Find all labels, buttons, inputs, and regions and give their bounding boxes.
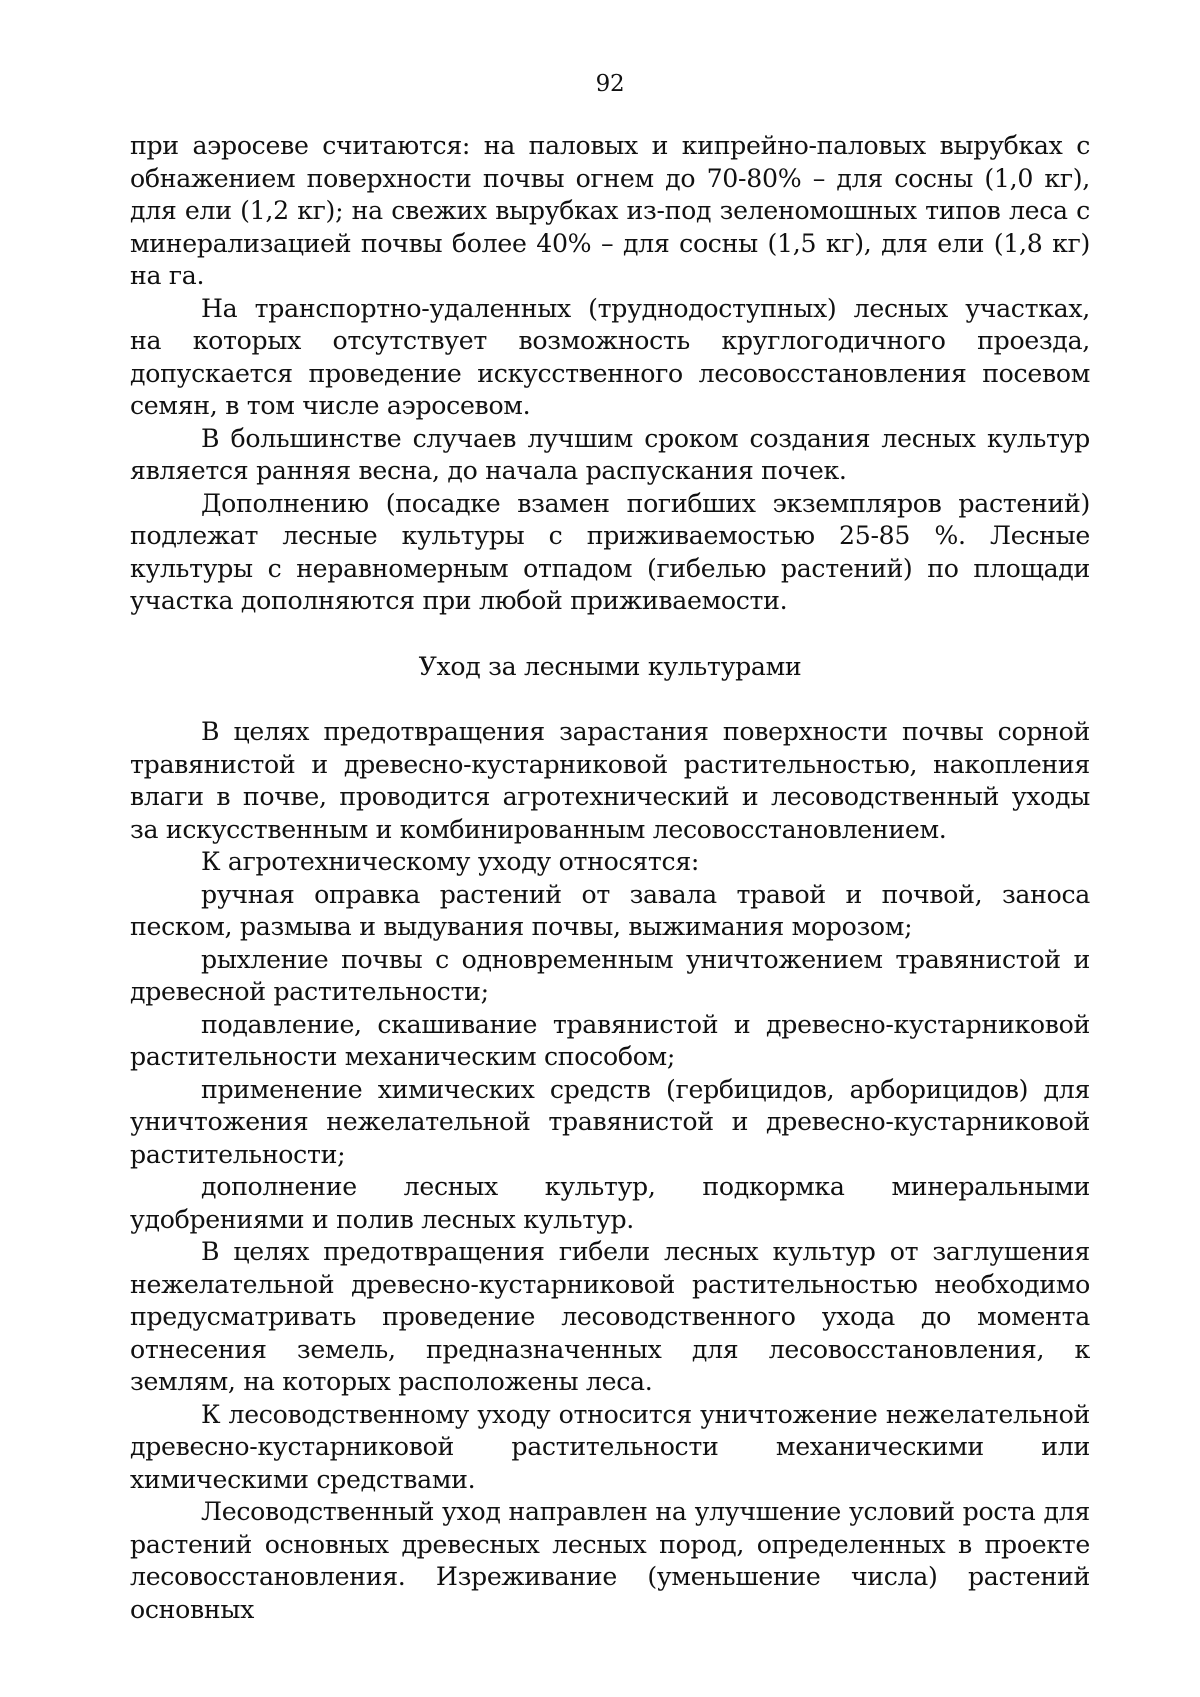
paragraph: К лесоводственному уходу относится уничтожение нежелательной древесно-кустарниковой растительности механическими или химическими средствами. xyxy=(130,1399,1090,1494)
list-item: ручная оправка растений от завала травой и почвой, заноса песком, размыва и выдувания почвы, выжимания морозом; xyxy=(130,879,1090,941)
list-item: дополнение лесных культур, подкормка минеральными удобрениями и полив лесных культур. xyxy=(130,1172,1090,1234)
paragraph: К агротехническому уходу относятся: xyxy=(201,847,700,876)
paragraph-continuation: при аэросеве считаются: на паловых и кипрейно-паловых вырубках с обнажением поверхности почвы огнем до 70-80% – для сосны (1,0 кг), для ели (1,2 кг); на свежих вырубках из-под зеленомошных типов леса с минерализацией почвы более 40% – для сосны (1,5 кг), для ели (1,8 кг) на га. xyxy=(130,131,1090,290)
paragraph: На транспортно-удаленных (труднодоступных) лесных участках, на которых отсутствует возможность круглогодичного проезда, допускается проведение искусственного лесовосстановления посевом семян, в том числе аэросевом. xyxy=(130,293,1090,420)
paragraph: В целях предотвращения гибели лесных культур от заглушения нежелательной древесно-кустарниковой растительностью необходимо предусматривать проведение лесоводственного ухода до момента отнесения земель, предназначенных для лесовосстановления, к землям, на которых расположены леса. xyxy=(130,1237,1090,1396)
body-text xyxy=(130,130,1090,1626)
section-heading: Уход за лесными культурами xyxy=(418,651,802,681)
paragraph: Дополнению (посадке взамен погибших экземпляров растений) подлежат лесные культуры с приживаемостью 25-85 %. Лесные культуры с неравномерным отпадом (гибелью растений) по площади участка дополняются при любой приживаемости. xyxy=(130,488,1090,615)
page-number: 92 xyxy=(595,71,625,97)
paragraph: В большинстве случаев лучшим сроком создания лесных культур является ранняя весна, до начала распускания почек. xyxy=(130,423,1090,485)
list-item: применение химических средств (гербицидов, арборицидов) для уничтожения нежелательной травянистой и древесно-кустарниковой растительности; xyxy=(130,1074,1090,1169)
list-item: подавление, скашивание травянистой и древесно-кустарниковой растительности механическим способом; xyxy=(130,1009,1090,1071)
list-item: рыхление почвы с одновременным уничтожением травянистой и древесной растительности; xyxy=(130,944,1090,1006)
paragraph: Лесоводственный уход направлен на улучшение условий роста для растений основных древесных лесных пород, определенных в проекте лесовосстановления. Изреживание (уменьшение числа) растений основных xyxy=(130,1497,1090,1624)
paragraph: В целях предотвращения зарастания поверхности почвы сорной травянистой и древесно-кустарниковой растительностью, накопления влаги в почве, проводится агротехнический и лесоводственный уходы за искусственным и комбинированным лесовосстановлением. xyxy=(130,717,1090,844)
